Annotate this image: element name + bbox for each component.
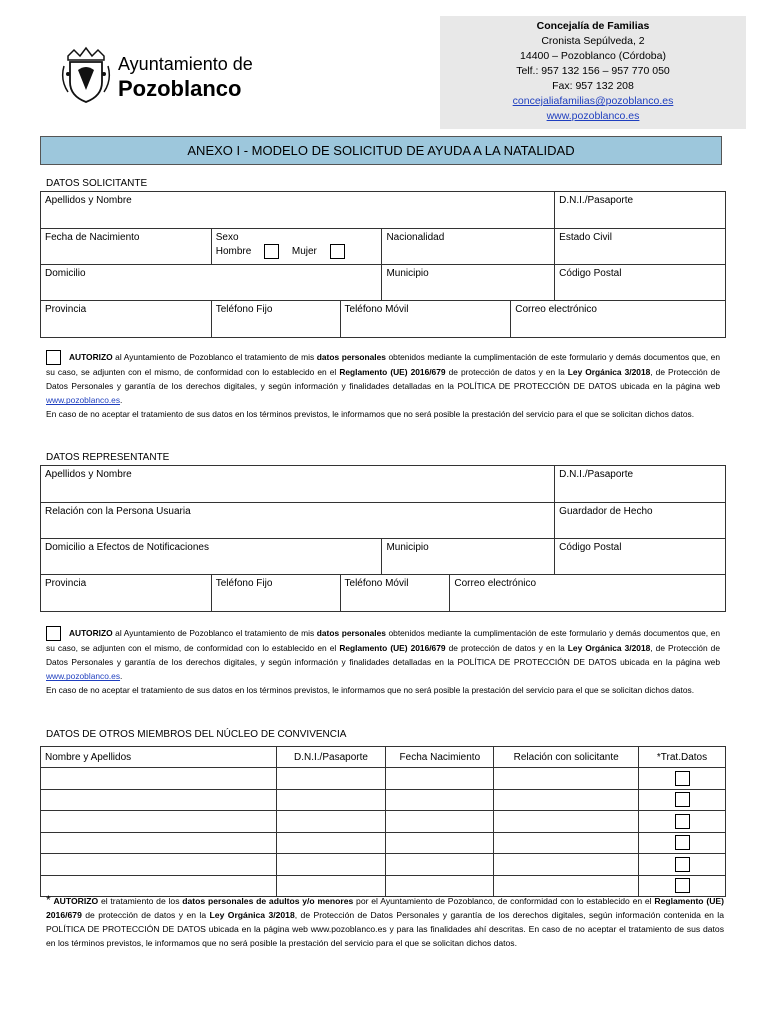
member-nombre-cell[interactable]: [41, 768, 277, 790]
member-trat-datos-cell: [639, 768, 726, 790]
member-fecha-cell[interactable]: [386, 854, 494, 876]
mujer-checkbox[interactable]: [330, 244, 345, 259]
field-nacionalidad[interactable]: Nacionalidad: [382, 229, 555, 265]
member-fecha-cell[interactable]: [386, 768, 494, 790]
rep-field-telefono-fijo[interactable]: Teléfono Fijo: [211, 575, 340, 612]
member-fecha-cell[interactable]: [386, 789, 494, 811]
department-title: Concejalía de Familias: [536, 20, 650, 32]
member-dni-cell[interactable]: [276, 768, 386, 790]
contact-web-link[interactable]: www.pozoblanco.es: [546, 110, 640, 122]
field-apellidos-nombre[interactable]: Apellidos y Nombre: [41, 192, 555, 229]
contact-email-link[interactable]: concejaliafamilias@pozoblanco.es: [512, 95, 674, 107]
field-fecha-nacimiento[interactable]: Fecha de Nacimiento: [41, 229, 212, 265]
contact-fax: Fax: 957 132 208: [552, 80, 634, 92]
rep-field-codigo-postal[interactable]: Código Postal: [555, 539, 726, 575]
rep-field-domicilio[interactable]: Domicilio a Efectos de Notificaciones: [41, 539, 382, 575]
trat-datos-checkbox[interactable]: [675, 814, 690, 829]
member-trat-datos-cell: [639, 811, 726, 833]
rep-field-telefono-movil[interactable]: Teléfono Móvil: [340, 575, 450, 612]
consent-solicitante: AUTORIZO al Ayuntamiento de Pozoblanco el tratamiento de mis datos personales obtenidos mediante la cumplimentación de este formulario y demás documentos que, en su caso, se adjunten con el mismo, de conformidad con lo establecido en el Reglamento (UE) 2016/679 de protección de datos y en la Ley Orgánica 3/2018, de Protección de Datos Personales y garantía de los derechos digitales, y según información y finalidades detalladas en la POLÍTICA DE PROTECCIÓN DE DATOS ubicada en la página web www.pozoblanco.es. En caso de no aceptar el tratamiento de sus datos en los términos previstos, le informamos que no será posible la prestación del servicio para el que se solicitan dichos datos.: [46, 352, 720, 420]
members-table: [40, 746, 726, 897]
rep-field-relacion[interactable]: Relación con la Persona Usuaria: [41, 503, 555, 539]
field-municipio[interactable]: Municipio: [382, 265, 555, 301]
org-name-line1: Ayuntamiento de: [118, 54, 253, 74]
field-telefono-fijo[interactable]: Teléfono Fijo: [211, 301, 340, 338]
rep-field-municipio[interactable]: Municipio: [382, 539, 555, 575]
col-trat-datos: *Trat.Datos: [639, 747, 726, 768]
hombre-label: Hombre: [215, 246, 252, 258]
member-dni-cell[interactable]: [276, 832, 386, 854]
consent-representante: AUTORIZO al Ayuntamiento de Pozoblanco el tratamiento de mis datos personales obtenidos mediante la cumplimentación de este formulario y demás documentos que, en su caso, se adjunten con el mismo, de conformidad con lo establecido en el Reglamento (UE) 2016/679 de protección de datos y en la Ley Orgánica 3/2018, de Protección de Datos Personales y garantía de los derechos digitales, y según información y finalidades detalladas en la POLÍTICA DE PROTECCIÓN DE DATOS ubicada en la página web www.pozoblanco.es. En caso de no aceptar el tratamiento de sus datos en los términos previstos, le informamos que no será posible la prestación del servicio para el que se solicitan dichos datos.: [46, 628, 720, 696]
contact-box: [440, 16, 746, 129]
rep-field-correo[interactable]: Correo electrónico: [450, 575, 726, 612]
section-heading-solicitante: DATOS SOLICITANTE: [46, 178, 148, 189]
member-relacion-cell[interactable]: [494, 832, 639, 854]
table-row: [41, 832, 726, 854]
sexo-label: Sexo: [215, 232, 239, 243]
col-relacion: Relación con solicitante: [494, 747, 639, 768]
trat-datos-checkbox[interactable]: [675, 878, 690, 893]
trat-datos-checkbox[interactable]: [675, 792, 690, 807]
member-fecha-cell[interactable]: [386, 832, 494, 854]
rep-field-provincia[interactable]: Provincia: [41, 575, 212, 612]
field-domicilio[interactable]: Domicilio: [41, 265, 382, 301]
trat-datos-checkbox[interactable]: [675, 835, 690, 850]
member-nombre-cell[interactable]: [41, 832, 277, 854]
field-sexo: [211, 229, 382, 265]
member-dni-cell[interactable]: [276, 789, 386, 811]
org-name-line2: Pozoblanco: [118, 76, 242, 101]
member-trat-datos-cell: [639, 789, 726, 811]
form-title: ANEXO I - MODELO DE SOLICITUD DE AYUDA A LA NATALIDAD: [40, 136, 722, 165]
field-estado-civil[interactable]: Estado Civil: [555, 229, 726, 265]
trat-datos-checkbox[interactable]: [675, 857, 690, 872]
member-trat-datos-cell: [639, 854, 726, 876]
col-fecha: Fecha Nacimiento: [386, 747, 494, 768]
contact-address: Cronista Sepúlveda, 2: [541, 35, 645, 47]
contact-phone: Telf.: 957 132 156 – 957 770 050: [516, 65, 670, 77]
section-heading-representante: DATOS REPRESENTANTE: [46, 452, 170, 463]
footnote-consent: * AUTORIZO el tratamiento de los datos personales de adultos y/o menores por el Ayuntamiento de Pozoblanco, de conformidad con lo establecido en el Reglamento (UE) 2016/679 de protección de datos y en la Ley Orgánica 3/2018, de Protección de Datos Personales y garantía de los derechos digitales, según información contenida en la POLÍTICA DE PROTECCIÓN DE DATOS ubicada en la página web www.pozoblanco.es y para las finalidades ahí descritas. En caso de no aceptar el tratamiento de sus datos en los términos previstos, le informamos que no será posible la prestación del servicio para el que se solicitan dichos datos.: [46, 893, 724, 948]
rep-field-guardador[interactable]: Guardador de Hecho: [555, 503, 726, 539]
field-codigo-postal[interactable]: Código Postal: [555, 265, 726, 301]
table-row: [41, 811, 726, 833]
table-row: [41, 768, 726, 790]
rep-field-dni[interactable]: D.N.I./Pasaporte: [555, 466, 726, 503]
member-dni-cell[interactable]: [276, 811, 386, 833]
representante-table: [40, 465, 726, 612]
field-dni[interactable]: D.N.I./Pasaporte: [555, 192, 726, 229]
rep-field-apellidos-nombre[interactable]: Apellidos y Nombre: [41, 466, 555, 503]
solicitante-table: [40, 191, 726, 338]
field-correo[interactable]: Correo electrónico: [511, 301, 726, 338]
hombre-checkbox[interactable]: [264, 244, 279, 259]
member-fecha-cell[interactable]: [386, 811, 494, 833]
member-relacion-cell[interactable]: [494, 768, 639, 790]
consent-checkbox-representante[interactable]: [46, 626, 61, 641]
col-dni: D.N.I./Pasaporte: [276, 747, 386, 768]
coat-of-arms-icon: [60, 46, 112, 104]
member-trat-datos-cell: [639, 832, 726, 854]
table-row: [41, 789, 726, 811]
section-heading-miembros: DATOS DE OTROS MIEMBROS DEL NÚCLEO DE CONVIVENCIA: [46, 729, 347, 740]
col-nombre: Nombre y Apellidos: [41, 747, 277, 768]
trat-datos-checkbox[interactable]: [675, 771, 690, 786]
consent-web-link[interactable]: www.pozoblanco.es: [46, 395, 121, 406]
member-relacion-cell[interactable]: [494, 854, 639, 876]
member-nombre-cell[interactable]: [41, 811, 277, 833]
mujer-label: Mujer: [291, 246, 317, 258]
consent-web-link[interactable]: www.pozoblanco.es: [46, 671, 121, 682]
consent-checkbox-solicitante[interactable]: [46, 350, 61, 365]
member-nombre-cell[interactable]: [41, 854, 277, 876]
field-telefono-movil[interactable]: Teléfono Móvil: [340, 301, 511, 338]
member-dni-cell[interactable]: [276, 854, 386, 876]
member-relacion-cell[interactable]: [494, 811, 639, 833]
member-relacion-cell[interactable]: [494, 789, 639, 811]
contact-city: 14400 – Pozoblanco (Córdoba): [520, 50, 666, 62]
table-row: [41, 854, 726, 876]
member-nombre-cell[interactable]: [41, 789, 277, 811]
field-provincia[interactable]: Provincia: [41, 301, 212, 338]
